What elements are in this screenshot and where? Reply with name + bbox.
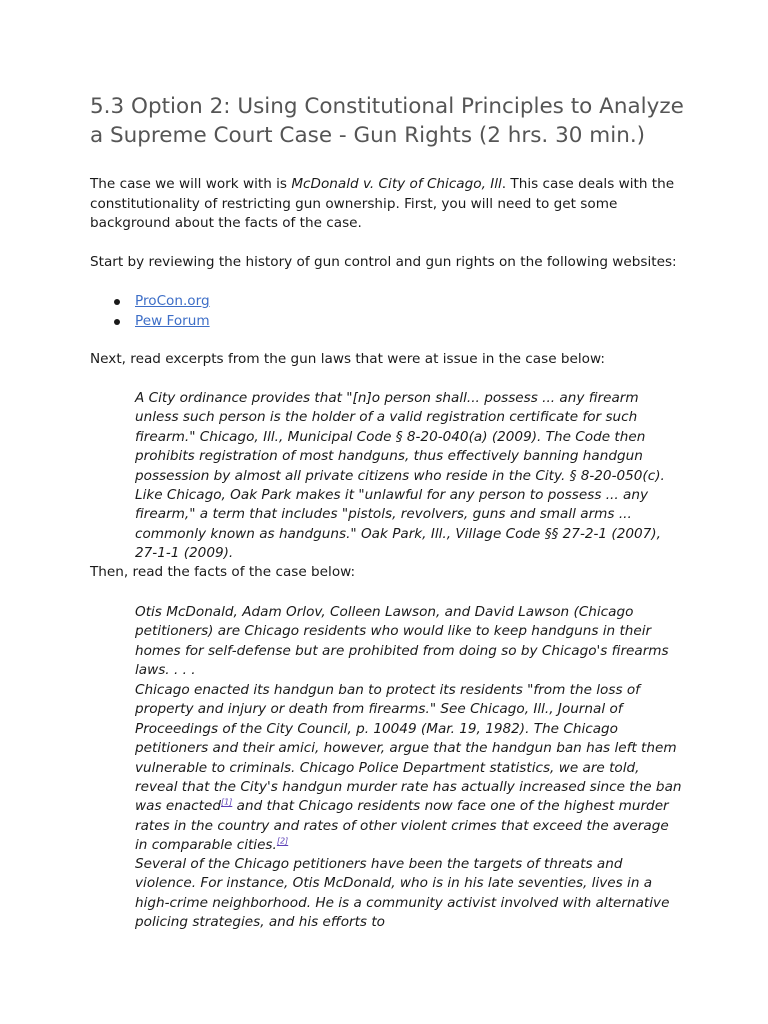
case-name: McDonald v. City of Chicago, Ill (291, 176, 502, 192)
intro-paragraph (90, 175, 680, 234)
facts-quote-2-text-continued: and that Chicago residents now face one of the highest murder rates in the country and rates of other violent crimes that exceed the average in comparable cities. (135, 798, 669, 854)
facts-quote-1: Otis McDonald, Adam Orlov, Colleen Lawson, and David Lawson (Chicago petitioners) are Chicago residents who would like to keep handguns in their homes for self-defense but are prohibited from doing so by Chicago's firearms laws. . . . (135, 604, 669, 679)
footnote-1-link[interactable] (221, 798, 232, 814)
footnote-2-marker: [2] (276, 836, 289, 846)
intro-text: The case we will work with is (90, 176, 292, 192)
then-paragraph: Then, read the facts of the case below: (90, 564, 356, 580)
law-excerpt-quote: A City ordinance provides that "[n]o person shall... possess ... any firearm unless such person is the holder of a valid registration certificate for such firearm." Chicago, Ill., Municipal Code § 8-20-040(a) (2009). The Code then prohibits registration of most handguns, thus effectively banning handgun possession by almost all private citizens who reside in the City. § 8-20-050(c). Like Chicago, Oak Park makes it "unlawful for any person to possess ... any firearm," a term that includes "pistols, revolvers, guns and small arms ... commonly known as handguns." Oak Park, Ill., Village Code §§ 27-2-1 (2007), 27-1-1 (2009). (135, 390, 665, 562)
footnote-1-marker: [1] (220, 797, 233, 807)
start-paragraph: Start by reviewing the history of gun control and gun rights on the following websites: (90, 254, 677, 270)
next-paragraph: Next, read excerpts from the gun laws that were at issue in the case below: (90, 351, 605, 367)
footnote-2-link[interactable] (277, 837, 288, 853)
page-title: 5.3 Option 2: Using Constitutional Principles to Analyze a Supreme Court Case - Gun Rights (2 hrs. 30 min.) (90, 94, 684, 148)
intro-text-continued: . This case deals with the constitutionality of restricting gun ownership. First, you will need to get some background about the facts of the case. (90, 176, 675, 232)
facts-quote-2-text: Chicago enacted its handgun ban to protect its residents "from the loss of property and injury or death from firearms." See Chicago, Ill., Journal of Proceedings of the City Council, p. 10049 (Mar. 19, 1982). The Chicago petitioners and their amici, however, argue that the handgun ban has left them vulnerable to criminals. Chicago Police Department statistics, we are told, reveal that the City's handgun murder rate has actually increased since the ban was enacted (135, 682, 682, 815)
bullet-icon (114, 319, 120, 325)
pew-forum-link[interactable]: Pew Forum (135, 312, 210, 329)
facts-quote-3: Several of the Chicago petitioners have been the targets of threats and violence. For instance, Otis McDonald, who is in his late seventies, lives in a high-crime neighborhood. He is a community activist involved with alternative policing strategies, and his efforts to (135, 856, 670, 931)
bullet-icon (114, 299, 120, 305)
facts-quote-2 (135, 681, 683, 856)
procon-link[interactable]: ProCon.org (135, 293, 210, 309)
